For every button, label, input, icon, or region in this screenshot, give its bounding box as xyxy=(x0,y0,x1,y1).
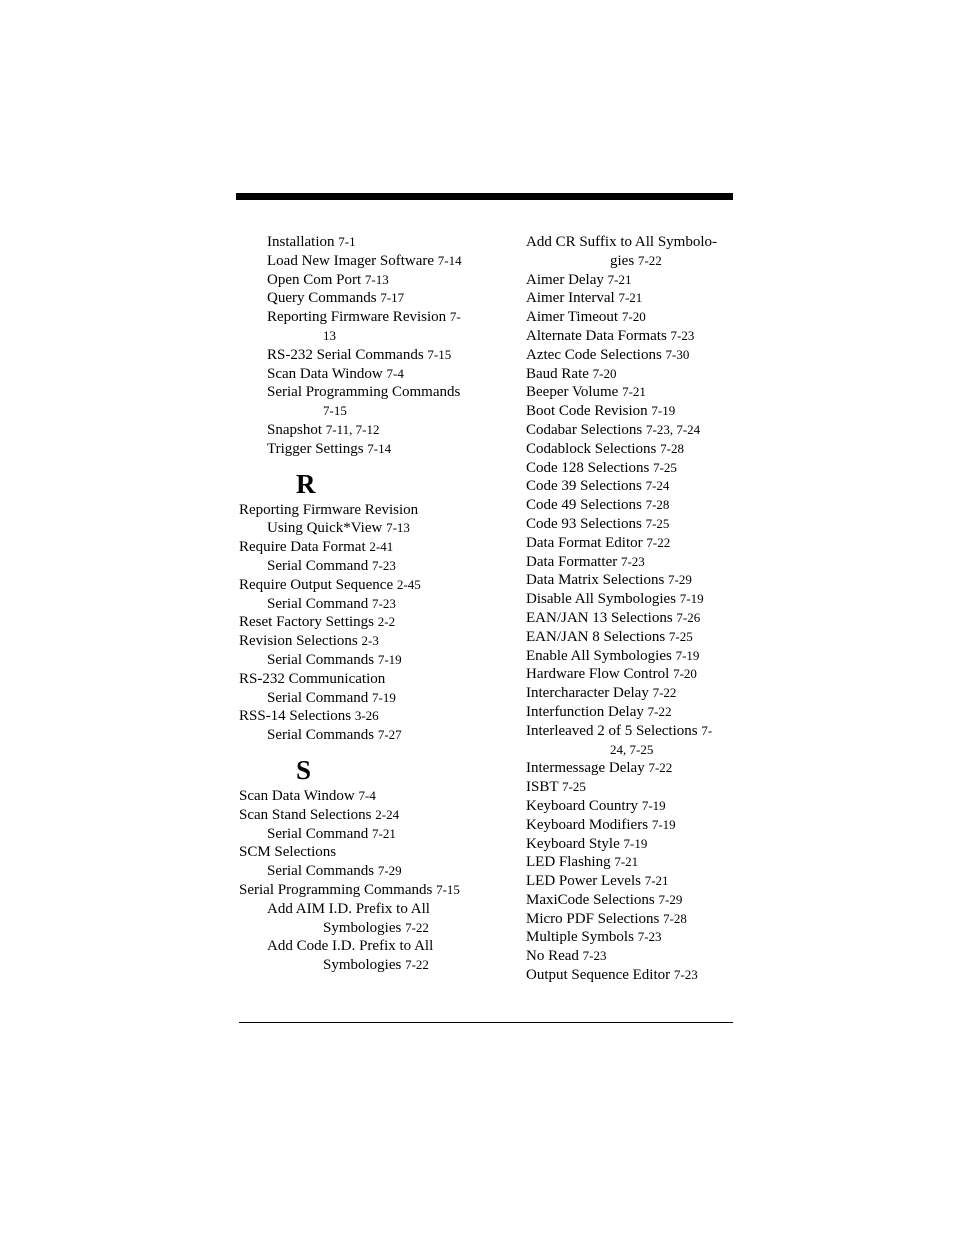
index-term: RS-232 Communication xyxy=(239,670,386,687)
index-column-right xyxy=(526,233,736,985)
page-reference: 7-21 xyxy=(622,384,646,400)
page-reference: 7-25 xyxy=(668,628,693,644)
index-term: Serial Command xyxy=(267,557,369,574)
page-reference: 24, 7-25 xyxy=(610,741,654,757)
page-reference: 7-21 xyxy=(644,873,669,889)
page-reference: 7-22 xyxy=(405,919,429,935)
page-reference: 7-19 xyxy=(651,816,676,832)
index-entry xyxy=(239,787,489,806)
index-term: Symbologies xyxy=(323,919,402,936)
index-term: Using Quick*View xyxy=(267,520,383,537)
index-entry xyxy=(526,778,736,797)
page-reference: 7-4 xyxy=(386,365,404,381)
page-reference: 7-21 xyxy=(618,290,643,306)
page-reference: 7-22 xyxy=(646,534,671,550)
index-entry xyxy=(239,519,489,538)
index-entry xyxy=(526,797,736,816)
index-entry xyxy=(239,806,489,825)
page-reference: 7- xyxy=(701,722,713,738)
index-entry xyxy=(239,557,489,576)
index-term: Enable All Symbologies xyxy=(526,647,672,664)
index-entry xyxy=(526,421,736,440)
index-term: ISBT xyxy=(526,779,559,796)
index-entry xyxy=(526,928,736,947)
page-reference: 7-19 xyxy=(651,403,676,419)
page-reference: 7-14 xyxy=(367,440,392,456)
index-entry xyxy=(526,459,736,478)
page-reference: 7-23, 7-24 xyxy=(645,421,701,437)
index-entry xyxy=(239,576,489,595)
index-entry xyxy=(526,383,736,402)
page-reference: 7-22 xyxy=(648,760,673,776)
index-term: MaxiCode Selections xyxy=(526,891,655,908)
index-term: Aimer Timeout xyxy=(526,309,619,326)
page-reference: 7-28 xyxy=(663,910,687,926)
index-term: Serial Commands xyxy=(267,863,375,880)
page-reference: 7-19 xyxy=(372,689,396,705)
index-entry xyxy=(239,689,489,708)
index-term: Symbologies xyxy=(323,957,402,974)
index-entry xyxy=(526,327,736,346)
index-term: Load New Imager Software xyxy=(267,252,435,269)
index-entry xyxy=(526,703,736,722)
index-term: Aimer Interval xyxy=(526,290,615,307)
index-entry xyxy=(526,872,736,891)
index-entry xyxy=(239,670,489,689)
page-reference: 2-2 xyxy=(377,614,396,630)
page-reference: 7-23 xyxy=(637,929,662,945)
page-reference: 7-22 xyxy=(652,685,677,701)
page-reference: 7-19 xyxy=(641,797,666,813)
page-reference: 7-29 xyxy=(668,572,692,588)
index-term: Aimer Delay xyxy=(526,271,604,288)
section-letter-heading: S xyxy=(296,754,312,785)
index-entry xyxy=(526,947,736,966)
index-term: RS-232 Serial Commands xyxy=(267,346,424,363)
page-reference: 7-26 xyxy=(676,609,701,625)
index-entry xyxy=(239,919,489,938)
page-reference: 7-28 xyxy=(660,440,684,456)
index-term: Intercharacter Delay xyxy=(526,685,649,702)
index-entry xyxy=(239,440,489,459)
index-term: Micro PDF Selections xyxy=(526,910,660,927)
index-entry xyxy=(526,571,736,590)
index-term: Data Matrix Selections xyxy=(526,572,665,589)
page-reference: 7-19 xyxy=(675,647,700,663)
index-entry xyxy=(239,825,489,844)
index-term: Serial Programming Commands xyxy=(267,384,461,401)
index-term: Beeper Volume xyxy=(526,384,619,401)
index-term: Reporting Firmware Revision xyxy=(267,309,447,326)
index-term: Boot Code Revision xyxy=(526,403,648,420)
index-term: SCM Selections xyxy=(239,844,337,861)
index-entry xyxy=(239,937,489,956)
index-term: Multiple Symbols xyxy=(526,929,634,946)
index-term: Scan Data Window xyxy=(267,365,383,382)
index-entry xyxy=(526,609,736,628)
index-entry xyxy=(239,726,489,745)
index-entry xyxy=(239,956,489,975)
page-reference: 7-25 xyxy=(561,779,586,795)
index-entry xyxy=(526,440,736,459)
page-reference: 7-21 xyxy=(614,854,639,870)
index-term: EAN/JAN 8 Selections xyxy=(526,628,666,645)
page-reference: 7-25 xyxy=(645,515,670,531)
index-entry xyxy=(526,308,736,327)
index-entry xyxy=(526,741,736,760)
index-term: Add Code I.D. Prefix to All xyxy=(267,938,434,955)
page-reference: 7-30 xyxy=(665,346,690,362)
page-reference: 7-14 xyxy=(437,252,462,268)
index-term: gies xyxy=(610,252,635,269)
index-entry xyxy=(239,862,489,881)
index-entry xyxy=(526,835,736,854)
page-reference: 7-23 xyxy=(582,948,607,964)
page-reference: 7-19 xyxy=(377,651,402,667)
index-term: Serial Commands xyxy=(267,651,375,668)
index-term: Add AIM I.D. Prefix to All xyxy=(267,900,430,917)
page-reference: 7-29 xyxy=(658,891,683,907)
page-reference: 7-29 xyxy=(377,863,402,879)
index-entry xyxy=(239,900,489,919)
page-reference: 2-41 xyxy=(369,539,394,555)
index-entry xyxy=(526,271,736,290)
index-entry xyxy=(526,289,736,308)
index-entry xyxy=(526,534,736,553)
page-reference: 7-24 xyxy=(645,478,670,494)
page-reference: 7-19 xyxy=(623,835,648,851)
index-term: EAN/JAN 13 Selections xyxy=(526,609,673,626)
index-entry xyxy=(239,327,489,346)
index-entry xyxy=(239,538,489,557)
page-reference: 13 xyxy=(323,327,336,343)
page-reference: 7-23 xyxy=(620,553,645,569)
index-term: Baud Rate xyxy=(526,365,589,382)
index-term: Revision Selections xyxy=(239,633,358,650)
index-term: Snapshot xyxy=(267,421,323,438)
page-reference: 7-21 xyxy=(372,825,396,841)
top-rule xyxy=(236,193,733,200)
index-term: Trigger Settings xyxy=(267,440,364,457)
index-entry xyxy=(239,651,489,670)
page-reference: 7-13 xyxy=(386,520,410,536)
index-entry xyxy=(239,271,489,290)
index-term: Data Format Editor xyxy=(526,534,643,551)
page-reference: 7-15 xyxy=(436,881,460,897)
index-entry xyxy=(239,613,489,632)
page-reference: 7-23 xyxy=(372,557,396,573)
page-reference: 7-23 xyxy=(372,595,396,611)
page-reference: 2-24 xyxy=(375,806,400,822)
index-entry xyxy=(239,252,489,271)
index-term: Keyboard Style xyxy=(526,835,620,852)
index-entry xyxy=(526,553,736,572)
index-entry xyxy=(526,252,736,271)
index-term: Scan Stand Selections xyxy=(239,806,372,823)
page-reference: 7-4 xyxy=(358,787,376,803)
section-letter-heading: R xyxy=(296,468,316,499)
index-term: Require Data Format xyxy=(239,539,366,556)
index-entry xyxy=(239,402,489,421)
index-term: Intermessage Delay xyxy=(526,760,645,777)
index-entry xyxy=(239,383,489,402)
index-term: Data Formatter xyxy=(526,553,618,570)
index-term: Scan Data Window xyxy=(239,787,355,804)
page-reference: 3-26 xyxy=(354,708,379,724)
bottom-rule xyxy=(239,1022,733,1023)
index-term: Add CR Suffix to All Symbolo- xyxy=(526,234,718,250)
index-entry xyxy=(526,759,736,778)
page-reference: 7-21 xyxy=(607,271,632,287)
page-reference: 7-15 xyxy=(323,403,347,419)
index-entry xyxy=(526,891,736,910)
index-term: Codablock Selections xyxy=(526,440,657,457)
index-term: Serial Command xyxy=(267,689,369,706)
index-term: Interleaved 2 of 5 Selections xyxy=(526,722,698,739)
index-term: Keyboard Country xyxy=(526,797,639,814)
index-column-left xyxy=(239,233,489,975)
index-term: Aztec Code Selections xyxy=(526,346,662,363)
page-reference: 7-22 xyxy=(637,252,662,268)
index-term: Hardware Flow Control xyxy=(526,666,670,683)
page-reference: 7-22 xyxy=(405,957,429,973)
index-entry xyxy=(526,477,736,496)
index-term: Query Commands xyxy=(267,290,377,307)
index-term: Serial Command xyxy=(267,595,369,612)
index-entry xyxy=(526,853,736,872)
page-reference: 7-27 xyxy=(377,727,402,743)
page-reference: 7-22 xyxy=(647,703,672,719)
index-entry xyxy=(239,346,489,365)
index-term: Code 39 Selections xyxy=(526,478,642,495)
index-entry xyxy=(239,365,489,384)
index-term: Require Output Sequence xyxy=(239,576,394,593)
index-term: Reset Factory Settings xyxy=(239,614,374,631)
page-reference: 7- xyxy=(449,309,461,325)
index-entry xyxy=(526,590,736,609)
index-entry xyxy=(526,346,736,365)
index-term: No Read xyxy=(526,948,579,965)
page-reference: 7-19 xyxy=(679,591,704,607)
page-reference: 7-1 xyxy=(338,234,356,249)
index-entry xyxy=(526,684,736,703)
index-term: Serial Programming Commands xyxy=(239,881,433,898)
index-entry xyxy=(239,707,489,726)
index-entry xyxy=(526,515,736,534)
index-entry xyxy=(239,595,489,614)
index-entry xyxy=(526,816,736,835)
index-term: Codabar Selections xyxy=(526,421,643,438)
page-reference: 7-20 xyxy=(673,666,697,682)
index-term: Disable All Symbologies xyxy=(526,591,676,608)
index-entry xyxy=(526,722,736,741)
index-term: LED Power Levels xyxy=(526,873,641,890)
index-entry xyxy=(526,402,736,421)
index-entry xyxy=(239,308,489,327)
page-reference: 7-17 xyxy=(380,290,405,306)
index-entry xyxy=(239,501,489,520)
index-term: RSS-14 Selections xyxy=(239,708,352,725)
index-entry xyxy=(239,289,489,308)
page-reference: 7-28 xyxy=(645,497,670,513)
index-entry xyxy=(526,496,736,515)
index-entry xyxy=(239,843,489,862)
index-entry xyxy=(526,365,736,384)
index-entry xyxy=(239,233,489,252)
index-term: Code 93 Selections xyxy=(526,515,642,532)
index-term: Installation xyxy=(267,234,335,250)
page-reference: 7-11, 7-12 xyxy=(325,421,380,437)
page-reference: 7-23 xyxy=(673,967,698,983)
page-reference: 2-3 xyxy=(361,633,379,649)
index-term: Code 49 Selections xyxy=(526,497,642,514)
page-reference: 7-25 xyxy=(653,459,677,475)
index-term: Output Sequence Editor xyxy=(526,967,671,984)
page-reference: 7-20 xyxy=(621,309,646,325)
index-term: Reporting Firmware Revision xyxy=(239,501,419,518)
index-entry xyxy=(239,881,489,900)
index-entry xyxy=(239,632,489,651)
index-entry xyxy=(526,665,736,684)
index-term: Interfunction Delay xyxy=(526,703,644,720)
page-reference: 7-20 xyxy=(592,365,617,381)
index-term: Serial Commands xyxy=(267,727,375,744)
index-term: Open Com Port xyxy=(267,271,362,288)
index-entry xyxy=(526,647,736,666)
page-reference: 2-45 xyxy=(396,576,421,592)
index-entry xyxy=(526,966,736,985)
page-reference: 7-15 xyxy=(427,346,452,362)
index-term: Keyboard Modifiers xyxy=(526,816,649,833)
index-term: LED Flashing xyxy=(526,854,611,871)
page-reference: 7-23 xyxy=(670,327,695,343)
index-entry xyxy=(526,233,736,252)
index-entry xyxy=(526,628,736,647)
index-term: Code 128 Selections xyxy=(526,459,650,476)
index-entry xyxy=(239,421,489,440)
index-entry xyxy=(526,910,736,929)
index-term: Alternate Data Formats xyxy=(526,327,667,344)
index-term: Serial Command xyxy=(267,825,369,842)
page-reference: 7-13 xyxy=(364,271,389,287)
